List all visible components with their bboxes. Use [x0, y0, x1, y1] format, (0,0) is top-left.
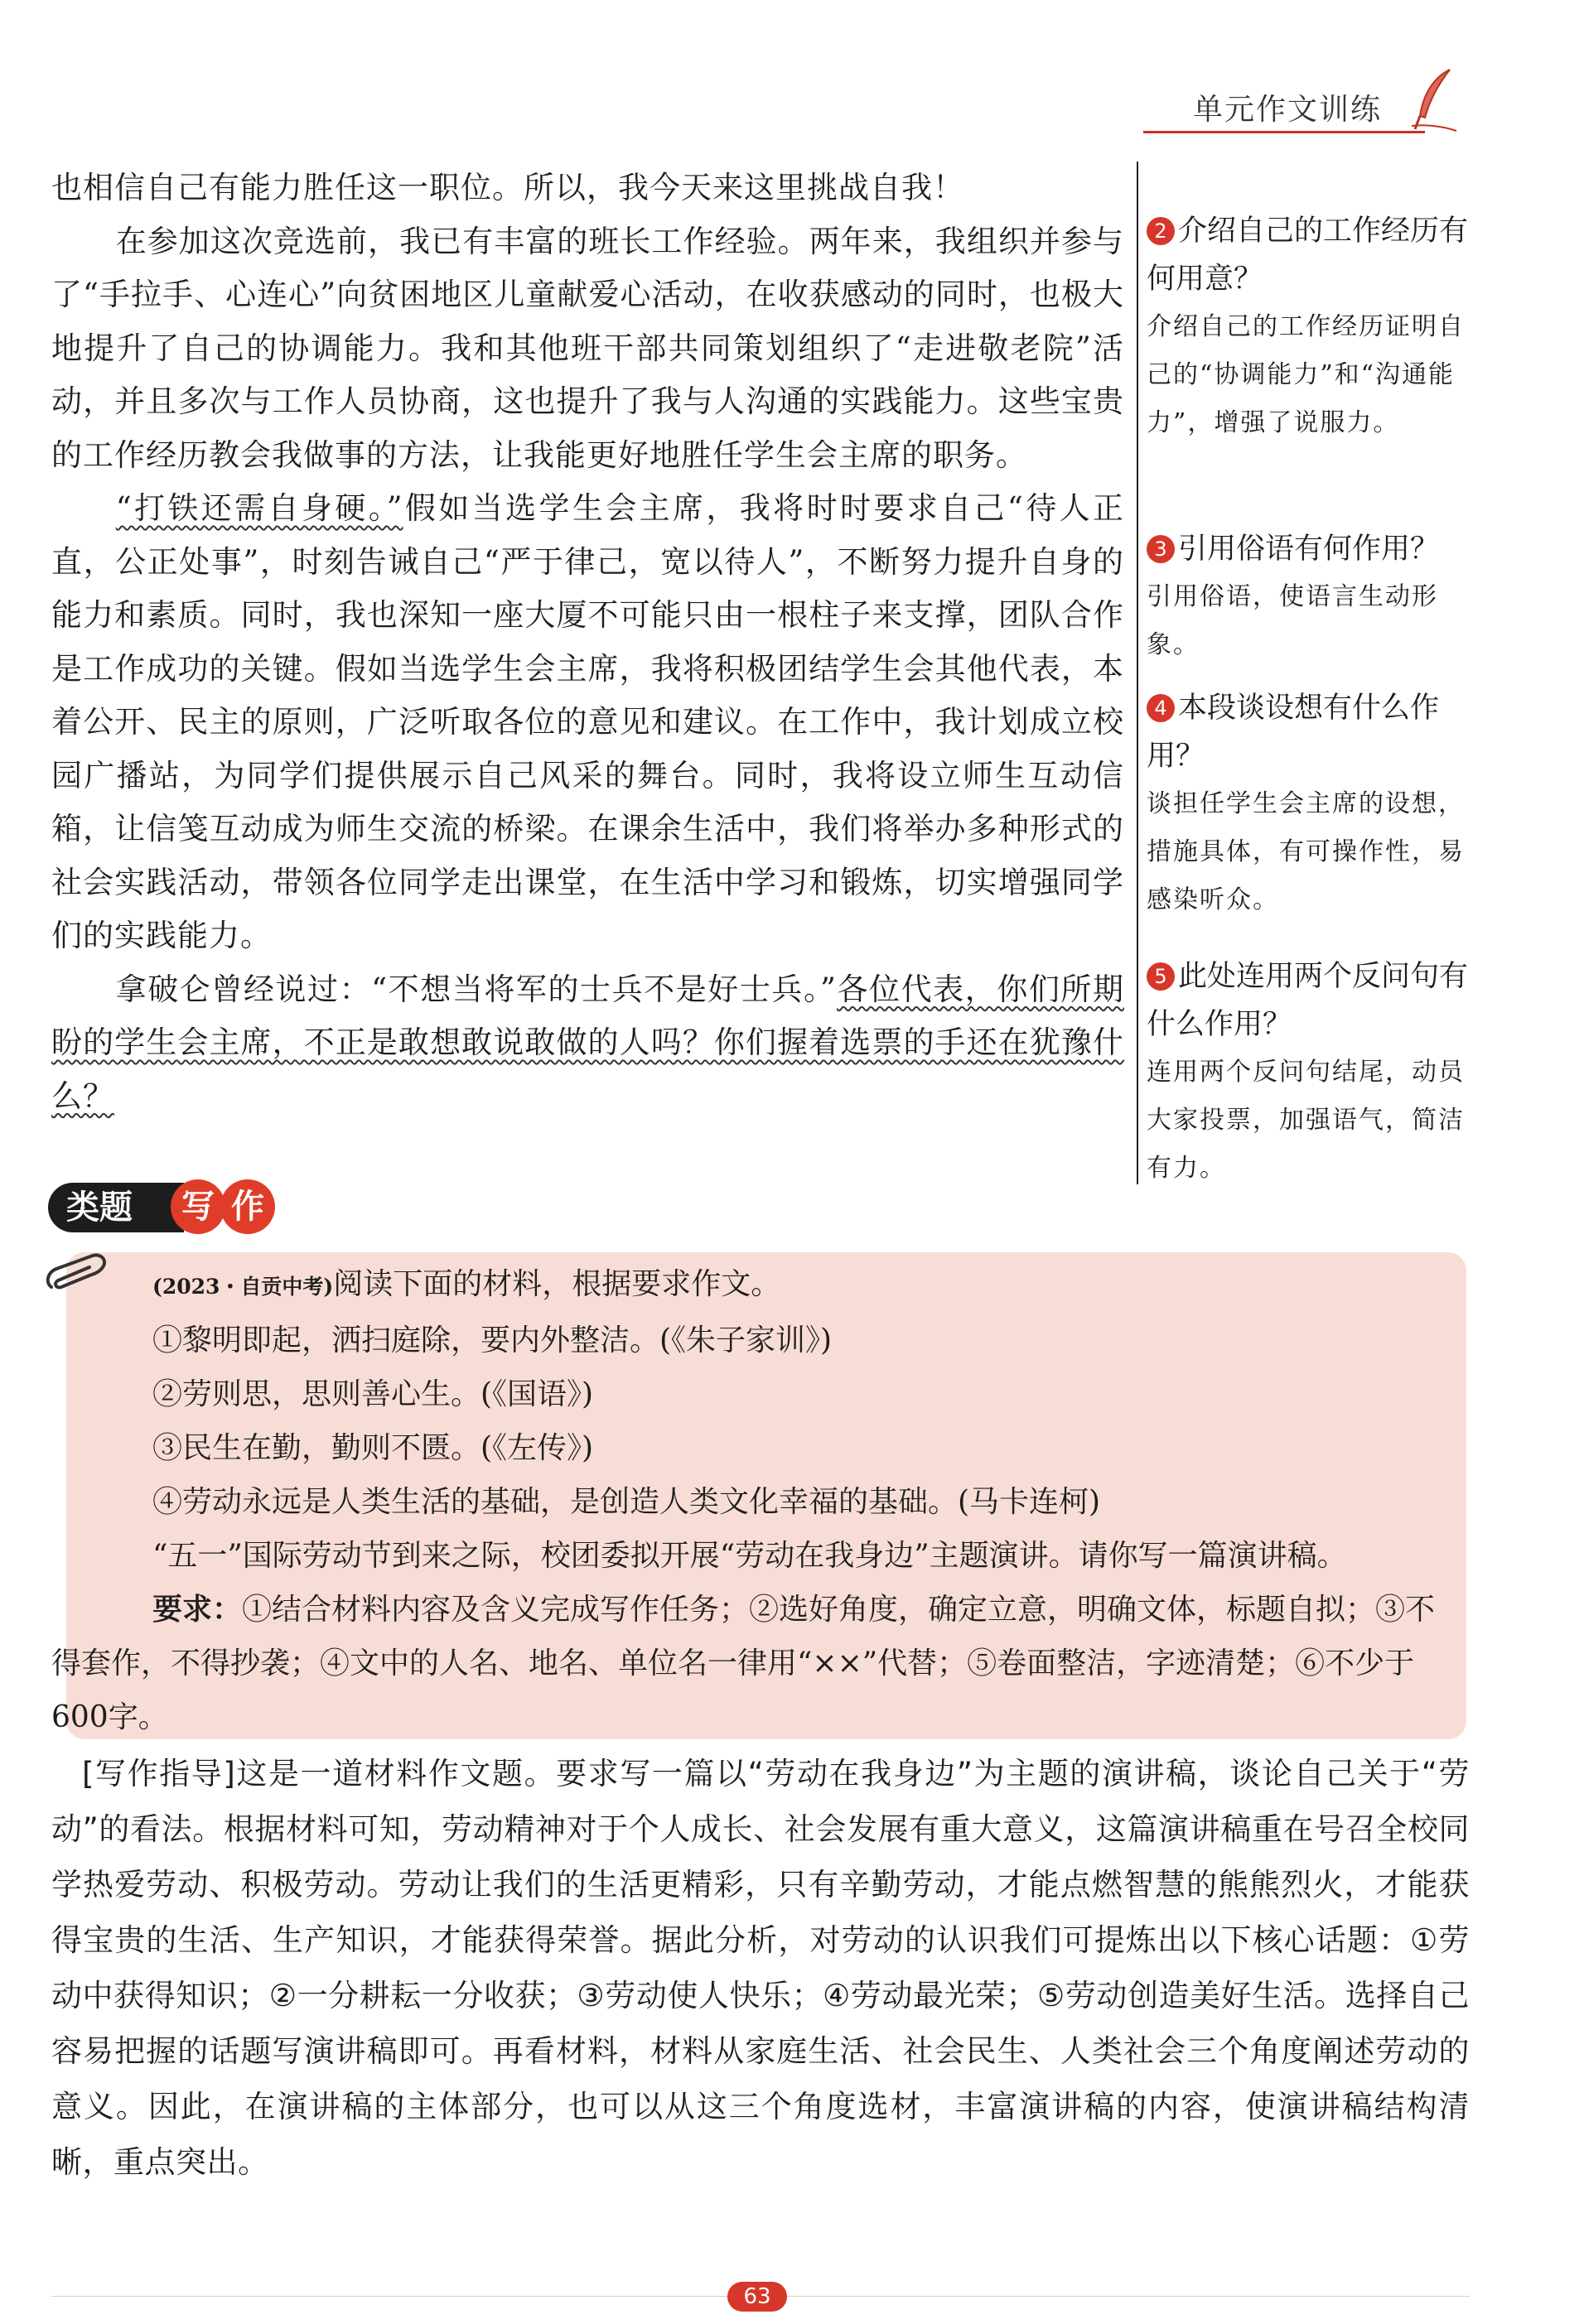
note-number-badge: 3 — [1147, 535, 1175, 563]
note-number-badge: 2 — [1147, 217, 1175, 245]
running-header-title: 单元作文训练 — [1193, 93, 1383, 127]
note-answer: 引用俗语，使语言生动形象。 — [1147, 582, 1438, 659]
essay-paragraph — [51, 482, 1124, 963]
essay-body — [51, 162, 1124, 1123]
exercise-requirements: 要求：①结合材料内容及含义完成写作任务；②选好角度，确定立意，明确文体，标题自拟；③不得套作，不得抄袭；④文中的人名、地名、单位名一律用“××”代替；⑤卷面整洁，字迹清楚；⑥不少于600字。 — [51, 1593, 1436, 1734]
note-number-badge: 5 — [1147, 962, 1175, 991]
margin-note — [1147, 207, 1486, 447]
page-number: 63 — [727, 2282, 787, 2312]
essay-paragraph — [51, 963, 1124, 1124]
margin-divider — [1137, 162, 1138, 1184]
material-item: ②劳则思，思则善心生。(《国语》) — [152, 1377, 594, 1411]
exercise-source: (2023・自贡中考) — [152, 1275, 334, 1299]
margin-note — [1147, 525, 1486, 669]
quill-pen-icon — [1408, 66, 1458, 133]
proverb-quote: “打铁还需自身硬。” — [115, 490, 403, 526]
note-answer: 连用两个反问句结尾，动员大家投票，加强语气，简洁有力。 — [1147, 1058, 1465, 1183]
note-question: 2 介绍自己的工作经历有何用意？ — [1147, 215, 1469, 296]
note-question: 3 引用俗语有何作用？ — [1147, 525, 1486, 573]
requirements-label: 要求： — [152, 1593, 243, 1627]
note-answer: 谈担任学生会主席的设想，措施具体，有可操作性，易感染听众。 — [1147, 789, 1465, 914]
writing-guide-text: [写作指导]这是一道材料作文题。要求写一篇以“劳动在我身边”为主题的演讲稿，谈论自己关于“劳动”的看法。根据材料可知，劳动精神对于个人成长、社会发展有重大意义，这篇演讲稿重在号召全校同学热爱劳动、积极劳动。劳动让我们的生活更精彩，只有辛勤劳动，才能点燃智慧的熊熊烈火，才能获得宝贵的生活、生产知识，才能获得荣誉。据此分析，对劳动的认识我们可提炼出以下核心话题：①劳动中获得知识；②一分耕耘一分收获；③劳动使人快乐；④劳动最光荣；⑤劳动创造美好生活。选择自己容易把握的话题写演讲稿即可。再看材料，材料从家庭生活、社会民生、人类社会三个角度阐述劳动的意义。因此，在演讲稿的主体部分，也可以从这三个角度选材，丰富演讲稿的内容，使演讲稿结构清晰，重点突出。 — [51, 1756, 1470, 2180]
essay-paragraph-text: 假如当选学生会主席，我将时时要求自己“待人正直，公正处事”，时刻告诫自己“严于律己，宽以待人”，不断努力提升自身的能力和素质。同时，我也深知一座大厦不可能只由一根柱子来支撑，团队合作是工作成功的关键。假如当选学生会主席，我将积极团结学生会其他代表，本着公开、民主的原则，广泛听取各位的意见和建议。在工作中，我计划成立校园广播站，为同学们提供展示自己风采的舞台。同时，我将设立师生互动信箱，让信笺互动成为师生交流的桥梁。在课余生活中，我们将举办多种形式的社会实践活动，带领各位同学走出课堂，在生活中学习和锻炼，切实增强同学们的实践能力。 — [51, 490, 1124, 953]
exercise-task: “五一”国际劳动节到来之际，校团委拟开展“劳动在我身边”主题演讲。请你写一篇演讲稿。 — [152, 1539, 1347, 1573]
margin-note — [1147, 684, 1486, 924]
section-badge-label: 类题 — [48, 1183, 184, 1232]
header-rule — [1143, 131, 1425, 133]
section-badge-char: 作 — [220, 1179, 275, 1234]
essay-paragraph: 在参加这次竞选前，我已有丰富的班长工作经验。两年来，我组织并参与了“手拉手、心连心”向贫困地区儿童献爱心活动，在收获感动的同时，也极大地提升了自己的协调能力。我和其他班干部共同策划组织了“走进敬老院”活动，并且多次与工作人员协商，这也提升了我与人沟通的实践能力。这些宝贵的工作经历教会我做事的方法，让我能更好地胜任学生会主席的职务。 — [51, 223, 1124, 473]
exercise-content — [51, 1257, 1461, 1744]
writing-guide — [51, 1746, 1470, 2190]
note-answer: 介绍自己的工作经历证明自己的“协调能力”和“沟通能力”，增强了说服力。 — [1147, 312, 1465, 437]
paperclip-icon — [43, 1251, 109, 1300]
note-question: 4 本段谈设想有什么作用？ — [1147, 692, 1440, 773]
margin-note — [1147, 952, 1486, 1193]
note-question: 5 此处连用两个反问句有什么作用？ — [1147, 960, 1469, 1041]
rhetorical-questions: 各位代表，你们所期盼的学生会主席，不正是敢想敢说敢做的人吗？你们握着选票的手还在犹豫什么？ — [51, 971, 1124, 1114]
exercise-prompt: (2023・自贡中考)阅读下面的材料，根据要求作文。 — [152, 1267, 781, 1301]
essay-paragraph: 也相信自己有能力胜任这一职位。所以，我今天来这里挑战自我！ — [51, 170, 964, 205]
napoleon-quote: 拿破仑曾经说过：“不想当将军的士兵不是好士兵。” — [115, 971, 837, 1007]
note-number-badge: 4 — [1147, 694, 1175, 722]
material-item: ④劳动永远是人类生活的基础，是创造人类文化幸福的基础。(马卡连柯) — [152, 1485, 1101, 1519]
section-badge-char: 写 — [171, 1179, 225, 1234]
material-item: ①黎明即起，洒扫庭除，要内外整洁。(《朱子家训》) — [152, 1324, 833, 1357]
material-item: ③民生在勤，勤则不匮。(《左传》) — [152, 1431, 594, 1465]
